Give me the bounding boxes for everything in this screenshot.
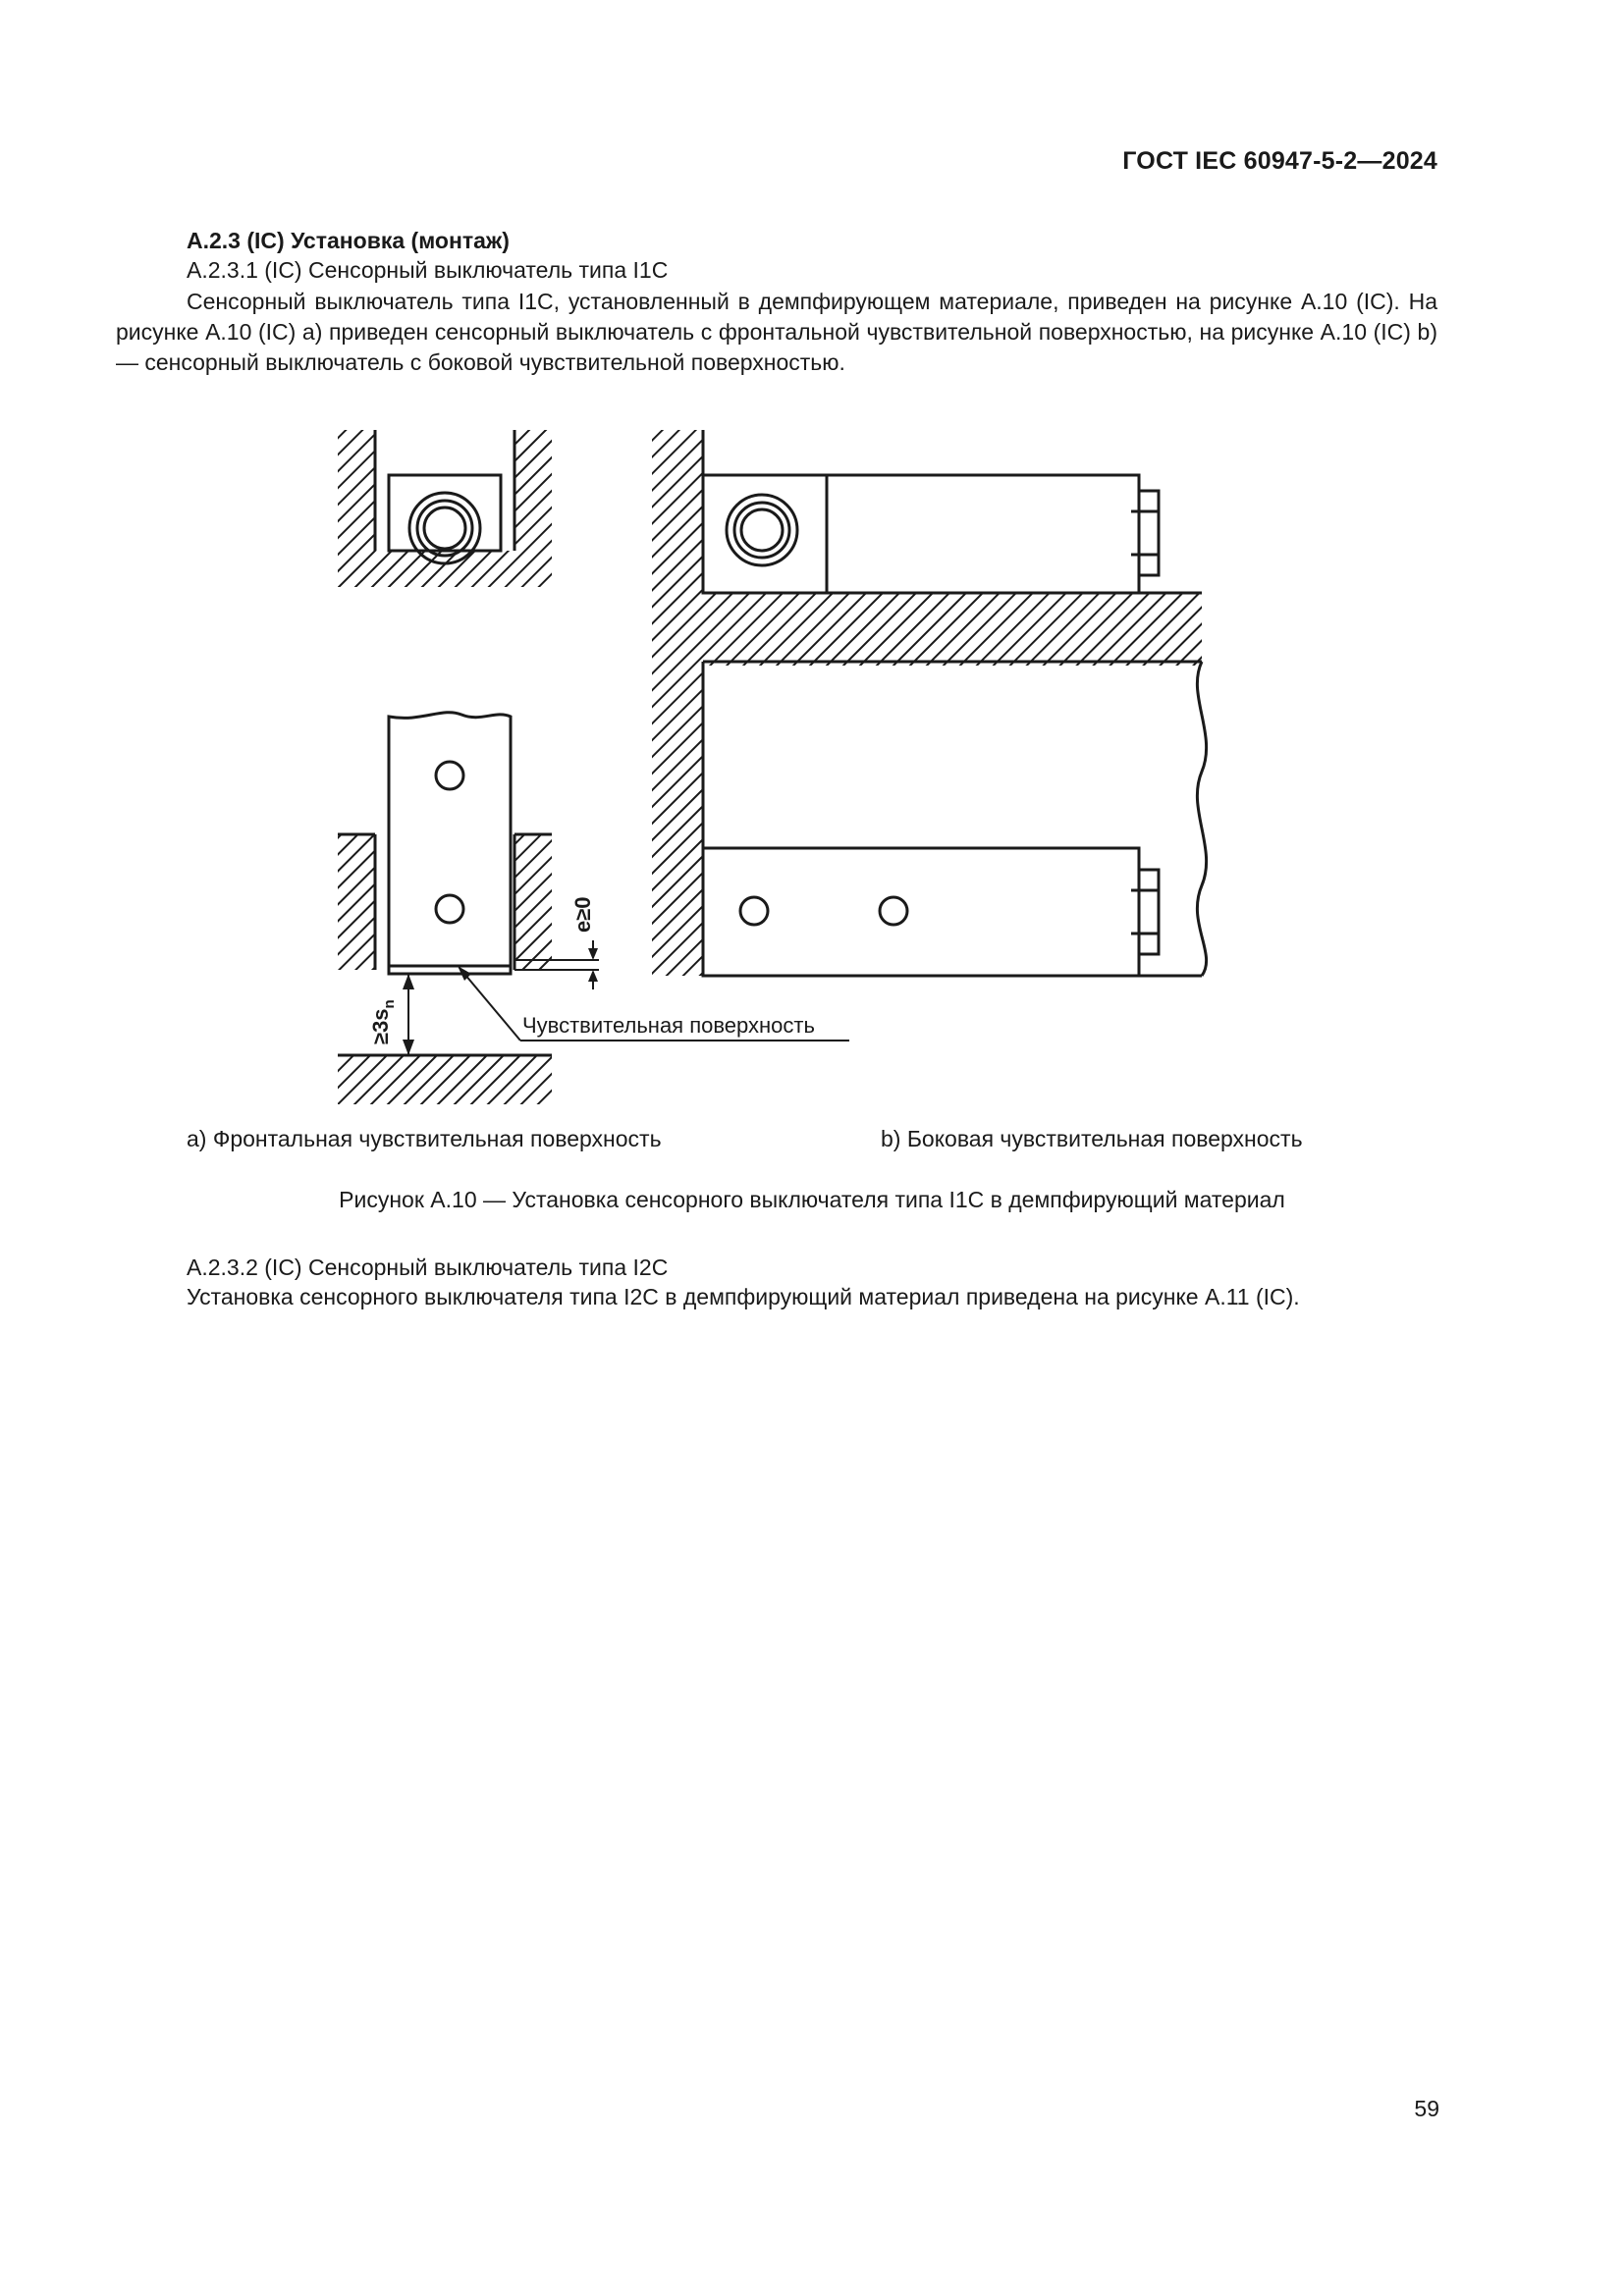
hatch-block	[514, 430, 552, 587]
view-b-bottom	[652, 662, 1207, 976]
view-b-top	[652, 430, 1202, 666]
page-number: 59	[1414, 2096, 1439, 2121]
label-3sn-sub: n	[381, 999, 398, 1009]
figure-drawing	[314, 410, 1237, 1117]
hatch-block	[514, 834, 552, 970]
sensor-body	[389, 713, 511, 974]
figure-caption-a: а) Фронтальная чувствительная поверхность	[187, 1126, 662, 1151]
section-heading: A.2.3 (IC) Установка (монтаж)	[187, 228, 510, 253]
label-sensing-surface: Чувствительная поверхность	[522, 1013, 815, 1038]
paragraph-2: Установка сенсорного выключателя типа I2C в демпфирующий материал приведена на рисунке A.11 (IC).	[187, 1284, 1300, 1309]
leader-line	[460, 968, 520, 1041]
subsection-heading-2: A.2.3.2 (IC) Сенсорный выключатель типа I2C	[187, 1255, 669, 1280]
figure-a10	[314, 410, 1237, 1117]
view-a-top	[338, 430, 552, 587]
paragraph-1: Сенсорный выключатель типа I1C, установленный в демпфирующем материале, приведен на рисунке A.10 (IC). На рисунке A.10 (IC) а) приведен сенсорный выключатель с фронтальной чувствительной поверхностью, на рисунке A.10 (IC) b) — сенсорный выключатель с боковой чувствительной поверхностью.	[116, 289, 1437, 375]
hatch-block	[338, 430, 375, 587]
label-3sn	[368, 999, 398, 1044]
figure-caption-b: b) Боковая чувствительная поверхность	[881, 1126, 1303, 1151]
hatch-block	[338, 834, 375, 970]
label-e-ge-0: e≥0	[570, 896, 595, 933]
hatch-block	[338, 1055, 552, 1104]
label-3sn-main: ≥3s	[368, 1008, 393, 1044]
document-header: ГОСТ IEC 60947-5-2—2024	[1122, 147, 1437, 175]
break-line	[1197, 662, 1206, 976]
sensor-head	[703, 475, 827, 593]
hatch-block	[652, 662, 703, 976]
figure-title: Рисунок A.10 — Установка сенсорного выключателя типа I1C в демпфирующий материал	[339, 1187, 1285, 1212]
hatch-block	[652, 593, 1202, 666]
sensor-body	[827, 475, 1139, 593]
subsection-heading-1: A.2.3.1 (IC) Сенсорный выключатель типа I1C	[187, 257, 669, 283]
